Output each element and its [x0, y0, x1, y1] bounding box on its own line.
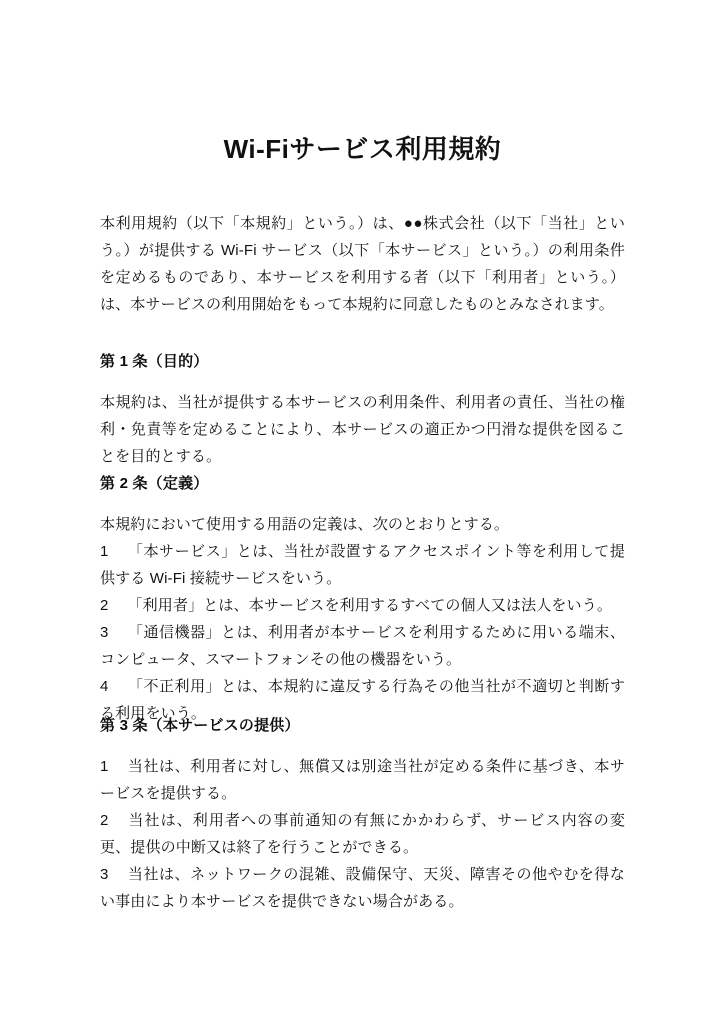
list-item	[100, 807, 625, 861]
list-item-number: 3	[100, 624, 109, 641]
list-item-number: 1	[100, 543, 109, 560]
section-heading-article-1: 第 1 条（目的）	[100, 353, 209, 370]
list-item-text: 「利用者」とは、本サービスを利用するすべての個人又は法人をいう。	[127, 597, 613, 614]
list-item	[100, 753, 625, 807]
list-item	[100, 592, 625, 619]
intro-block	[100, 210, 625, 318]
section-lead-article-2: 本規約において使用する用語の定義は、次のとおりとする。	[100, 516, 510, 533]
list-item-number: 4	[100, 678, 109, 695]
section-article-2	[100, 470, 625, 727]
section-body-article-1	[100, 389, 625, 470]
list-item	[100, 861, 625, 915]
list-item-number: 2	[100, 597, 109, 614]
list-item	[100, 538, 625, 592]
list-item-text: 「不正利用」とは、本規約に違反する行為その他当社が不適切と判断する利用をいう。	[100, 678, 625, 722]
section-article-3	[100, 712, 625, 915]
list-item-number: 2	[100, 812, 109, 829]
section-article-1	[100, 348, 625, 470]
list-item-text: 当社は、利用者への事前通知の有無にかかわらず、サービス内容の変更、提供の中断又は終了を行うことができる。	[100, 812, 625, 856]
section-list-article-3	[100, 753, 625, 915]
list-item-text: 「通信機器」とは、利用者が本サービスを利用するために用いる端末、コンピュータ、スマートフォンその他の機器をいう。	[100, 624, 625, 668]
list-item	[100, 619, 625, 673]
section-body-article-3	[100, 753, 625, 915]
intro-paragraph: 本利用規約（以下「本規約」という。）は、●●株式会社（以下「当社」という。）が提供する Wi-Fi サービス（以下「本サービス」という。）の利用条件を定めるものであり、本サービスを利用する者（以下「利用者」という。）は、本サービスの利用開始をもって本規約に同意したものとみなされます。	[100, 215, 625, 313]
list-item-number: 3	[100, 866, 109, 883]
list-item-text: 「本サービス」とは、当社が設置するアクセスポイント等を利用して提供する Wi-Fi 接続サービスをいう。	[100, 543, 625, 587]
list-item-text: 当社は、ネットワークの混雑、設備保守、天災、障害その他やむを得ない事由により本サービスを提供できない場合がある。	[100, 866, 625, 910]
section-heading-article-2: 第 2 条（定義）	[100, 475, 209, 492]
list-item-text: 当社は、利用者に対し、無償又は別途当社が定める条件に基づき、本サービスを提供する。	[100, 758, 625, 802]
section-lead-article-1: 本規約は、当社が提供する本サービスの利用条件、利用者の責任、当社の権利・免責等を定めることにより、本サービスの適正かつ円滑な提供を図ることを目的とする。	[100, 394, 625, 465]
section-body-article-2	[100, 511, 625, 727]
list-item-number: 1	[100, 758, 109, 775]
page-title: Wi-Fiサービス利用規約	[223, 134, 502, 164]
section-list-article-2	[100, 538, 625, 727]
section-heading-article-3: 第 3 条（本サービスの提供）	[100, 717, 300, 734]
